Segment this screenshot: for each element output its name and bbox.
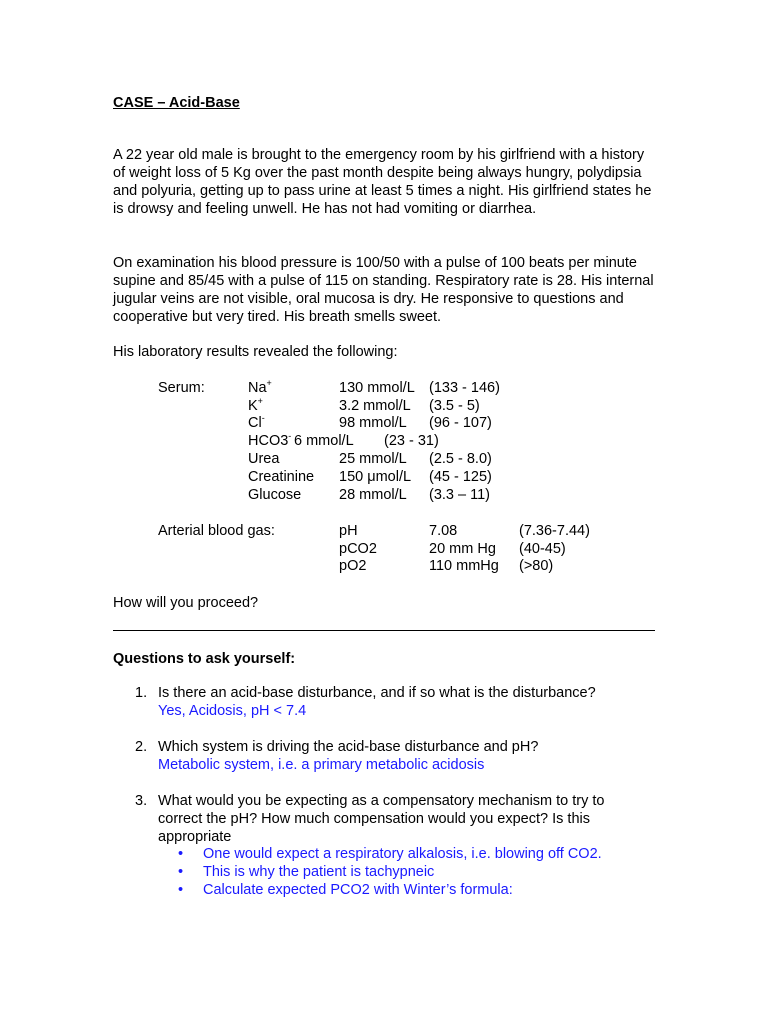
abg-name: pH bbox=[339, 523, 358, 539]
lab-name: Cl- bbox=[248, 413, 265, 431]
answer-text: Yes, Acidosis, pH < 7.4 bbox=[158, 703, 307, 719]
lab-value: 28 mmol/L bbox=[339, 487, 407, 503]
lab-name: K+ bbox=[248, 396, 263, 414]
abg-range: (7.36-7.44) bbox=[519, 523, 590, 539]
lab-value: 25 mmol/L bbox=[339, 451, 407, 467]
bullet-icon: • bbox=[178, 882, 184, 898]
lab-range: (133 - 146) bbox=[429, 380, 500, 396]
section-divider bbox=[113, 630, 655, 631]
abg-range: (40-45) bbox=[519, 541, 566, 557]
question-number: 1. bbox=[135, 685, 148, 701]
abg-name: pCO2 bbox=[339, 541, 377, 557]
abg-label: Arterial blood gas: bbox=[158, 523, 275, 539]
questions-heading: Questions to ask yourself: bbox=[113, 651, 296, 667]
lab-value: 3.2 mmol/L bbox=[339, 398, 411, 414]
case-title: CASE – Acid-Base bbox=[113, 95, 240, 111]
lab-range: (3.3 – 11) bbox=[429, 487, 490, 503]
question-number: 3. bbox=[135, 793, 148, 809]
lab-name: Urea bbox=[248, 451, 280, 467]
answer-text: Metabolic system, i.e. a primary metabolic acidosis bbox=[158, 757, 485, 773]
case-history-paragraph: A 22 year old male is brought to the emergency room by his girlfriend with a history of weight loss of 5 Kg over the past month despite being always hungry, polydipsia and polyuria, getting up to pass urine at least 5 times a night. His girlfriend states he is drowsy and feeling unwell. He has not had vomiting or diarrhea. bbox=[113, 147, 652, 217]
bullet-icon: • bbox=[178, 864, 184, 880]
question-text: Which system is driving the acid-base disturbance and pH? bbox=[158, 739, 539, 755]
lab-range: (2.5 - 8.0) bbox=[429, 451, 492, 467]
lab-range: (23 - 31) bbox=[384, 433, 439, 449]
lab-value: 6 mmol/L bbox=[294, 433, 354, 449]
bullet-answer: Calculate expected PCO2 with Winter’s formula: bbox=[203, 882, 513, 898]
lab-name: HCO3- bbox=[248, 431, 292, 449]
lab-range: (45 - 125) bbox=[429, 469, 492, 485]
bullet-icon: • bbox=[178, 846, 184, 862]
serum-label: Serum: bbox=[158, 380, 205, 396]
bullet-answer: This is why the patient is tachypneic bbox=[203, 864, 435, 880]
lab-name: Na+ bbox=[248, 378, 272, 396]
lab-name: Creatinine bbox=[248, 469, 315, 485]
abg-name: pO2 bbox=[339, 558, 367, 574]
lab-value: 150 μmol/L bbox=[339, 469, 412, 485]
question-number: 2. bbox=[135, 739, 148, 755]
lab-value: 130 mmol/L bbox=[339, 380, 415, 396]
lab-name: Glucose bbox=[248, 487, 302, 503]
question-text: What would you be expecting as a compensatory mechanism to try to correct the pH? How much compensation would you expect? Is this appropriate bbox=[158, 793, 605, 845]
abg-value: 20 mm Hg bbox=[429, 541, 496, 557]
bullet-answer: One would expect a respiratory alkalosis, i.e. blowing off CO2. bbox=[203, 846, 602, 862]
question-text: Is there an acid-base disturbance, and if so what is the disturbance? bbox=[158, 685, 596, 701]
lab-value: 98 mmol/L bbox=[339, 415, 407, 431]
lab-range: (96 - 107) bbox=[429, 415, 492, 431]
examination-paragraph: On examination his blood pressure is 100/50 with a pulse of 100 beats per minute supine and 85/45 with a pulse of 115 on standing. Respiratory rate is 28. His internal jugular veins are not visible, oral mucosa is dry. He responsive to questions and cooperative but very tired. His breath smells sweet. bbox=[113, 255, 654, 325]
lab-range: (3.5 - 5) bbox=[429, 398, 480, 414]
abg-range: (>80) bbox=[519, 558, 554, 574]
lab-intro-paragraph: His laboratory results revealed the following: bbox=[113, 344, 398, 360]
proceed-prompt: How will you proceed? bbox=[113, 595, 259, 611]
abg-value: 7.08 bbox=[429, 523, 458, 539]
abg-value: 110 mmHg bbox=[429, 558, 499, 574]
